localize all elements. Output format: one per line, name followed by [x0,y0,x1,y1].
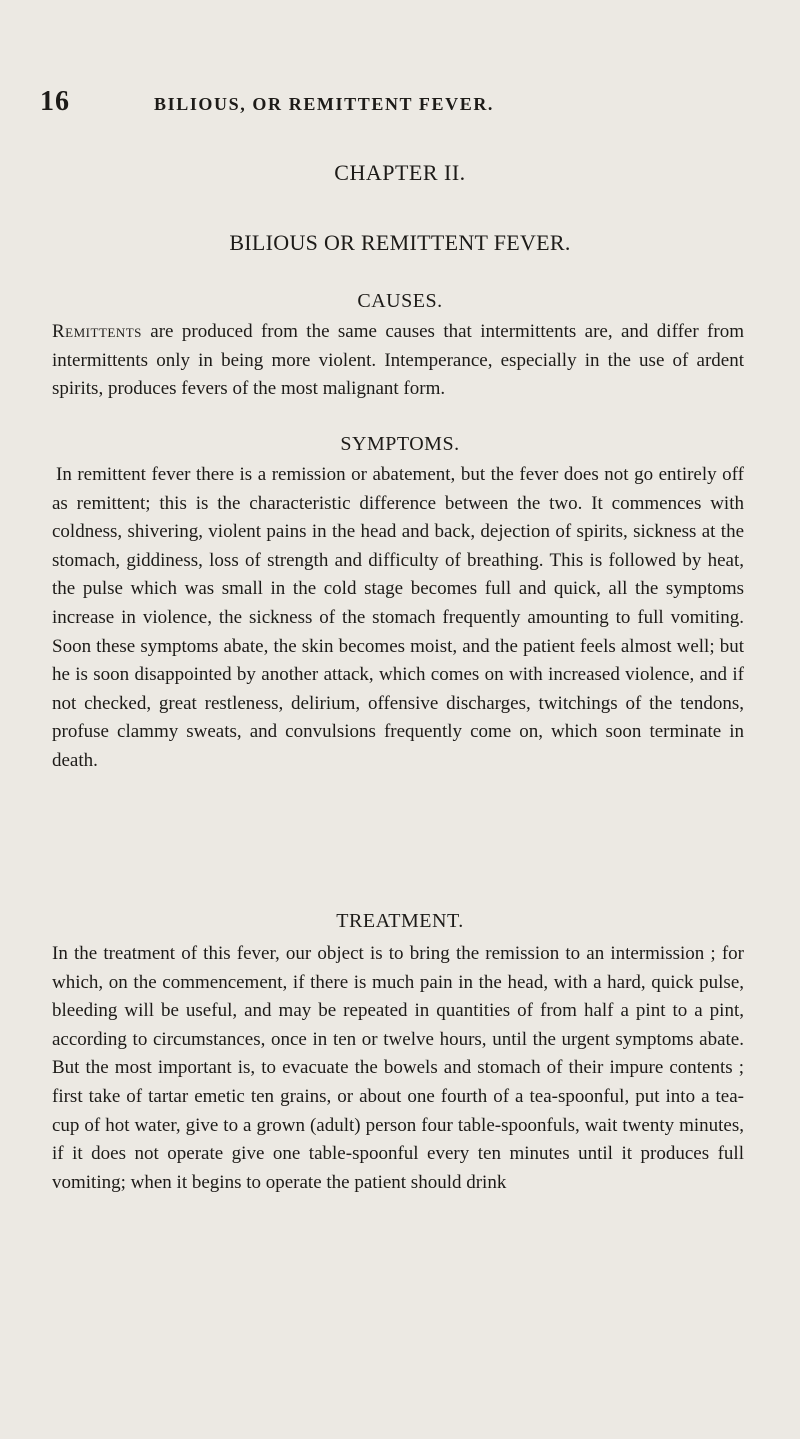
symptoms-heading: SYMPTOMS. [340,433,460,455]
causes-paragraph [52,318,744,404]
chapter-title: BILIOUS OR REMITTENT FEVER. [229,230,571,255]
treatment-paragraph: In the treatment of this fever, our object is to bring the remission to an intermission ; for which, on the commencement, if there is much pain in the head, with a hard, quick pulse, bleeding will be useful, and may be repeated in quantities of from half a pint to a pint, according to circumstances, once in ten or twelve hours, until the urgent symptoms abate. But the most important is, to evacuate the bowels and stomach of their impure contents ; first take of tartar emetic ten grains, or about one fourth of a tea-spoonful, put into a tea-cup of hot water, give to a grown (adult) person four table-spoonfuls, wait twenty minutes, if it does not operate give one table-spoonful every ten minutes until it produces full vomiting; when it begins to operate the patient should drink [52,943,744,1193]
treatment-heading: TREATMENT. [336,910,464,932]
causes-lead-word: Remittents [52,321,142,342]
symptoms-paragraph: In remittent fever there is a remission or abatement, but the fever does not go entirely off as remittent; this is the characteristic difference between the two. It commences with coldness, shivering, violent pains in the head and back, dejection of spirits, sickness at the stomach, giddiness, loss of strength and difficulty of breathing. This is followed by heat, the pulse which was small in the cold stage becomes full and quick, all the symptoms increase in violence, the sickness of the stomach frequently amounting to full vomiting. Soon these symptoms abate, the skin becomes moist, and the patient feels almost well; but he is soon disappointed by another attack, which comes on with increased violence, and if not checked, great restleness, delirium, offensive discharges, twitchings of the tendons, profuse clammy sweats, and convulsions frequently come on, which soon terminate in death. [52,464,744,771]
page-number: 16 [40,86,70,117]
causes-heading: CAUSES. [357,290,443,312]
causes-text: are produced from the same causes that intermittents are, and differ from intermittents only in being more violent. Intemperance, especially in the use of ardent spirits, produces fevers of the most malignant form. [52,321,744,400]
running-title: BILIOUS, OR REMITTENT FEVER. [154,94,495,114]
chapter-label: CHAPTER II. [334,160,466,185]
running-head [40,86,760,122]
